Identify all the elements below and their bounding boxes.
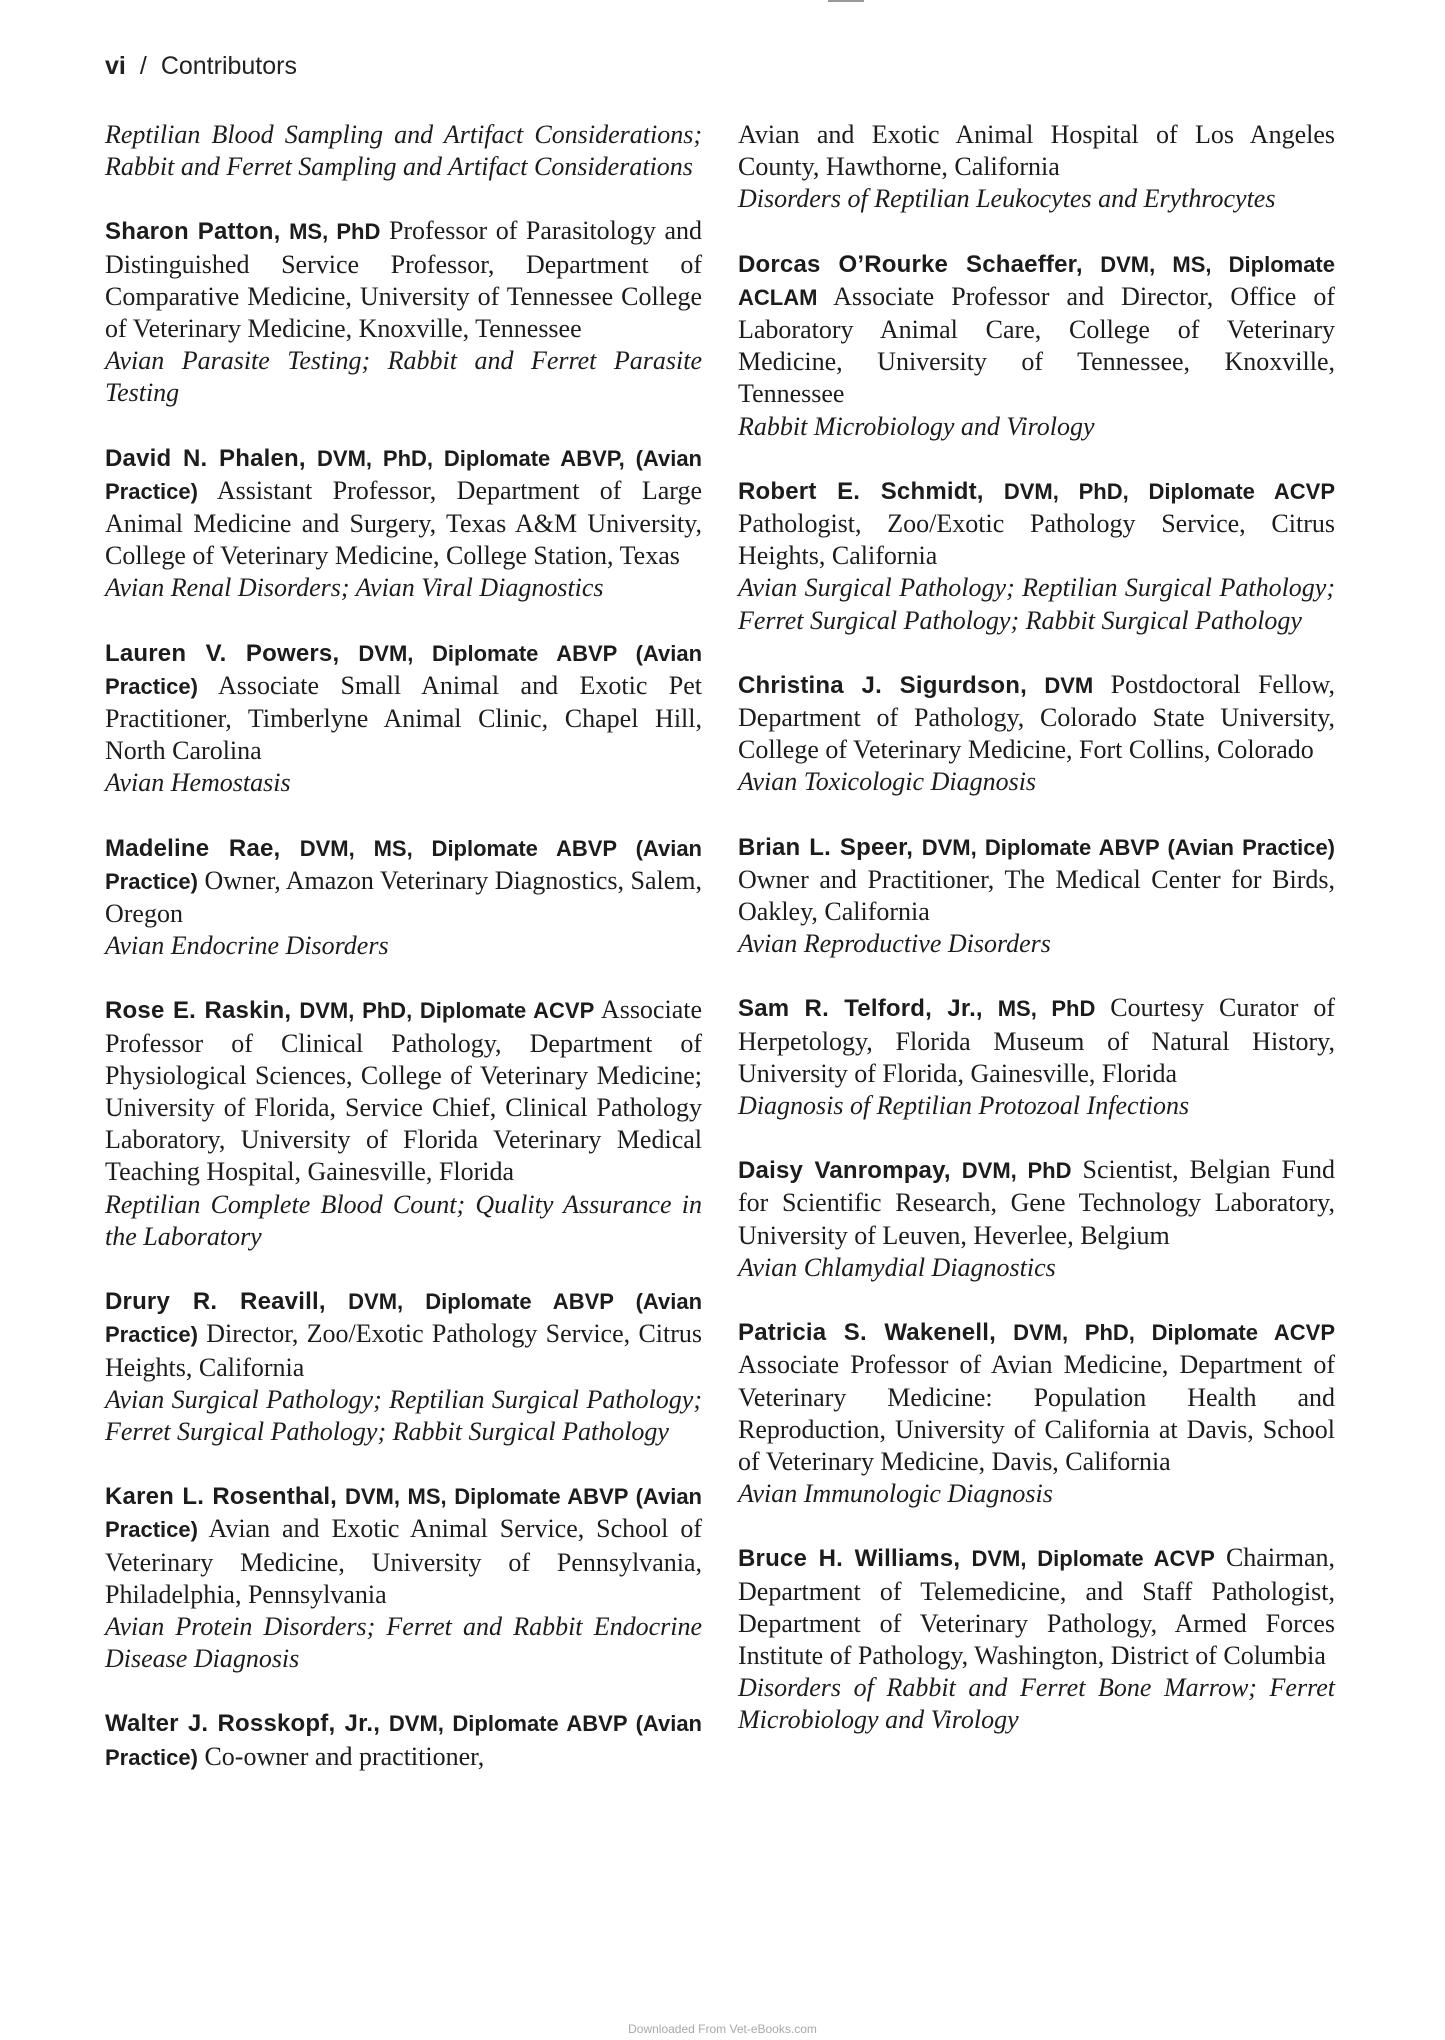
- contributor-credentials: DVM, PhD: [961, 1158, 1072, 1184]
- contributor-text: [738, 1542, 1335, 1672]
- contributor-credentials: DVM, Diplomate ABVP (Avian Practice): [921, 834, 1336, 860]
- contributor-credentials: DVM, MS, Diplomate ABVP (Avian Practice): [105, 1484, 702, 1543]
- contributor-entry: [738, 248, 1335, 443]
- contributor-name: Rose E. Raskin,: [105, 997, 292, 1025]
- contributor-name: Brian L. Speer,: [738, 833, 914, 861]
- contributor-text: [105, 832, 702, 931]
- contributor-text: [738, 992, 1335, 1090]
- page-number: vi: [105, 52, 126, 80]
- contributor-affiliation: Chairman, Department of Telemedicine, and Staff Pathologist, Department of Veterinary Pathology, Armed Forces Institute of Pathology, Washington, District of Columbia: [738, 1543, 1335, 1670]
- contributor-entry-carryover: [738, 119, 1335, 216]
- contributor-text: [738, 1316, 1335, 1478]
- contributor-entry: [738, 1542, 1335, 1736]
- contributor-name: Drury R. Reavill,: [105, 1288, 326, 1316]
- contributor-topics: Avian Hemostasis: [105, 768, 291, 798]
- contributor-entry: [105, 1285, 702, 1448]
- contributor-name: Sharon Patton,: [105, 218, 281, 246]
- contributor-credentials: DVM, PhD, Diplomate ACVP: [1003, 478, 1335, 504]
- running-head: [105, 52, 297, 81]
- contributor-text: [738, 475, 1335, 573]
- contributor-credentials: DVM, MS, Diplomate ACLAM: [738, 251, 1335, 310]
- contributor-entry: [738, 1154, 1335, 1284]
- contributor-text: [738, 1154, 1335, 1252]
- contributor-credentials: DVM, Diplomate ACVP: [971, 1546, 1215, 1572]
- contributor-topics: Rabbit Microbiology and Virology: [738, 411, 1095, 441]
- contributor-affiliation: Professor of Parasitology and Distinguished Service Professor, Department of Comparative Medicine, University of Tennessee College of Veterinary Medicine, Knoxville, Tennessee: [105, 216, 702, 344]
- contributor-topics: Reptilian Complete Blood Count; Quality Assurance in the Laboratory: [105, 1189, 702, 1251]
- contributor-affiliation: Assistant Professor, Department of Large Animal Medicine and Surgery, Texas A&M University, College of Veterinary Medicine, College Station, Texas: [105, 475, 702, 571]
- contributor-affiliation: Scientist, Belgian Fund for Scientific Research, Gene Technology Laboratory, University of Leuven, Heverlee, Belgium: [738, 1155, 1336, 1250]
- contributor-affiliation: Associate Small Animal and Exotic Pet Practitioner, Timberlyne Animal Clinic, Chapel Hill, North Carolina: [105, 670, 702, 766]
- right-column: [738, 119, 1335, 1769]
- contributor-entry: [738, 1316, 1335, 1510]
- contributor-topics: Avian Renal Disorders; Avian Viral Diagnostics: [105, 573, 604, 603]
- contributor-credentials: MS, PhD: [289, 219, 381, 245]
- contributor-affiliation: Co-owner and practitioner,: [204, 1741, 485, 1771]
- contributor-entry: [738, 669, 1335, 799]
- contributor-affiliation: Associate Professor of Clinical Pathology, Department of Physiological Sciences, College of Veterinary Medicine; University of Florida, Service Chief, Clinical Pathology Laboratory, University of Florida Veterinary Medical Teaching Hospital, Gainesville, Florida: [105, 995, 703, 1187]
- contributor-topics: Avian Immunologic Diagnosis: [738, 1479, 1053, 1509]
- contributor-affiliation: Pathologist, Zoo/Exotic Pathology Service, Citrus Heights, California: [738, 509, 1335, 571]
- contributor-name: Patricia S. Wakenell,: [738, 1319, 996, 1347]
- contributor-text: [738, 831, 1335, 929]
- contributor-entry: [105, 637, 702, 800]
- contributor-text: [105, 215, 702, 345]
- contributor-text: [105, 1707, 702, 1773]
- contributor-credentials: DVM, Diplomate ABVP (Avian Practice): [105, 640, 703, 699]
- contributor-name: Dorcas O’Rourke Schaeffer,: [738, 250, 1083, 278]
- contributor-name: David N. Phalen,: [105, 444, 306, 472]
- contributor-topics: Disorders of Reptilian Leukocytes and Erythrocytes: [738, 184, 1276, 214]
- header-separator: /: [139, 52, 147, 80]
- contributor-name: Christina J. Sigurdson,: [738, 671, 1028, 699]
- contributor-topics: Avian Toxicologic Diagnosis: [738, 767, 1037, 797]
- contributor-text: [105, 637, 702, 768]
- contributor-credentials: DVM, MS, Diplomate ABVP (Avian Practice): [105, 835, 702, 894]
- contributor-text: [738, 248, 1335, 411]
- contributor-text: [105, 442, 702, 573]
- contributor-entry: [738, 475, 1335, 637]
- contributor-text: [105, 1480, 702, 1611]
- contributor-credentials: DVM, PhD, Diplomate ACVP: [1013, 1320, 1336, 1346]
- section-title: Contributors: [160, 52, 297, 80]
- contributor-text: [105, 1285, 702, 1384]
- contributor-affiliation: Owner and Practitioner, The Medical Center for Birds, Oakley, California: [738, 864, 1335, 927]
- contributor-credentials: DVM, Diplomate ABVP (Avian Practice): [105, 1289, 703, 1348]
- contributor-entry: [738, 992, 1335, 1122]
- contributor-name: Bruce H. Williams,: [738, 1545, 961, 1573]
- contributor-credentials: MS, PhD: [997, 996, 1096, 1022]
- contributor-name: Robert E. Schmidt,: [738, 477, 984, 505]
- contributor-name: Lauren V. Powers,: [105, 639, 340, 667]
- contributor-topics: Avian Endocrine Disorders: [105, 931, 389, 961]
- contributor-name: Sam R. Telford, Jr.,: [738, 995, 983, 1023]
- contributor-name: Walter J. Rosskopf, Jr.,: [105, 1710, 381, 1738]
- top-edge-mark: [828, 0, 864, 2]
- contributor-topics: Diagnosis of Reptilian Protozoal Infections: [738, 1091, 1190, 1121]
- contributor-entry: [105, 442, 702, 605]
- contributor-entry: [105, 832, 702, 963]
- contributor-entry: [105, 1707, 702, 1773]
- contributor-entry: [105, 1480, 702, 1675]
- contributor-topics: Avian Surgical Pathology; Reptilian Surgical Pathology; Ferret Surgical Pathology; Rabbit Surgical Pathology: [105, 1384, 702, 1446]
- contributor-affiliation: Postdoctoral Fellow, Department of Pathology, Colorado State University, College of Veterinary Medicine, Fort Collins, Colorado: [738, 669, 1336, 765]
- contributor-entry: [105, 215, 702, 409]
- contributor-topics: Avian Chlamydial Diagnostics: [738, 1252, 1056, 1282]
- download-watermark: Downloaded From Vet-eBooks.com: [628, 2022, 817, 2036]
- contributor-entry-carryover: [105, 119, 702, 183]
- contributor-topics: Avian Surgical Pathology; Reptilian Surgical Pathology; Ferret Surgical Pathology; Rabbit Surgical Pathology: [738, 573, 1335, 635]
- contributor-affiliation: Avian and Exotic Animal Service, School of Veterinary Medicine, University of Pennsylvania, Philadelphia, Pennsylvania: [105, 1514, 702, 1609]
- contributor-topics: Disorders of Rabbit and Ferret Bone Marrow; Ferret Microbiology and Virology: [738, 1673, 1335, 1735]
- left-column: [105, 119, 702, 1806]
- contributor-credentials: DVM, Diplomate ABVP (Avian Practice): [105, 1711, 702, 1770]
- contributor-text: [105, 994, 702, 1188]
- contributor-topics: Avian Reproductive Disorders: [738, 929, 1051, 959]
- contributor-topics: Avian Parasite Testing; Rabbit and Ferret Parasite Testing: [105, 346, 702, 408]
- contributor-credentials: DVM, PhD, Diplomate ABVP, (Avian Practice): [105, 445, 702, 504]
- contributor-affiliation: Director, Zoo/Exotic Pathology Service, Citrus Heights, California: [105, 1319, 703, 1382]
- contributor-affiliation: Associate Professor of Avian Medicine, Department of Veterinary Medicine: Population Health and Reproduction, University of California at Davis, School of Veterinary Medicine, Davis, California: [738, 1350, 1335, 1476]
- contributor-text: [738, 669, 1335, 767]
- contributor-name: Daisy Vanrompay,: [738, 1157, 951, 1185]
- contributor-name: Karen L. Rosenthal,: [105, 1483, 338, 1511]
- contributor-credentials: DVM: [1044, 672, 1094, 698]
- contributor-affiliation: Associate Professor and Director, Office of Laboratory Animal Care, College of Veterinary Medicine, University of Tennessee, Knoxville, Tennessee: [738, 281, 1335, 409]
- contributor-topics: Avian Protein Disorders; Ferret and Rabbit Endocrine Disease Diagnosis: [105, 1611, 702, 1674]
- contributor-affiliation: Courtesy Curator of Herpetology, Florida Museum of Natural History, University of Florida, Gainesville, Florida: [738, 993, 1336, 1088]
- contributor-entry: [738, 831, 1335, 961]
- contributor-credentials: DVM, PhD, Diplomate ACVP: [299, 998, 595, 1024]
- contributor-name: Madeline Rae,: [105, 834, 281, 862]
- contributor-affiliation: Avian and Exotic Animal Hospital of Los Angeles County, Hawthorne, California: [738, 120, 1335, 182]
- contributor-entry: [105, 994, 702, 1253]
- contributor-topics: Reptilian Blood Sampling and Artifact Considerations; Rabbit and Ferret Sampling and Artifact Considerations: [105, 120, 702, 182]
- contributor-affiliation: Owner, Amazon Veterinary Diagnostics, Salem, Oregon: [105, 865, 702, 929]
